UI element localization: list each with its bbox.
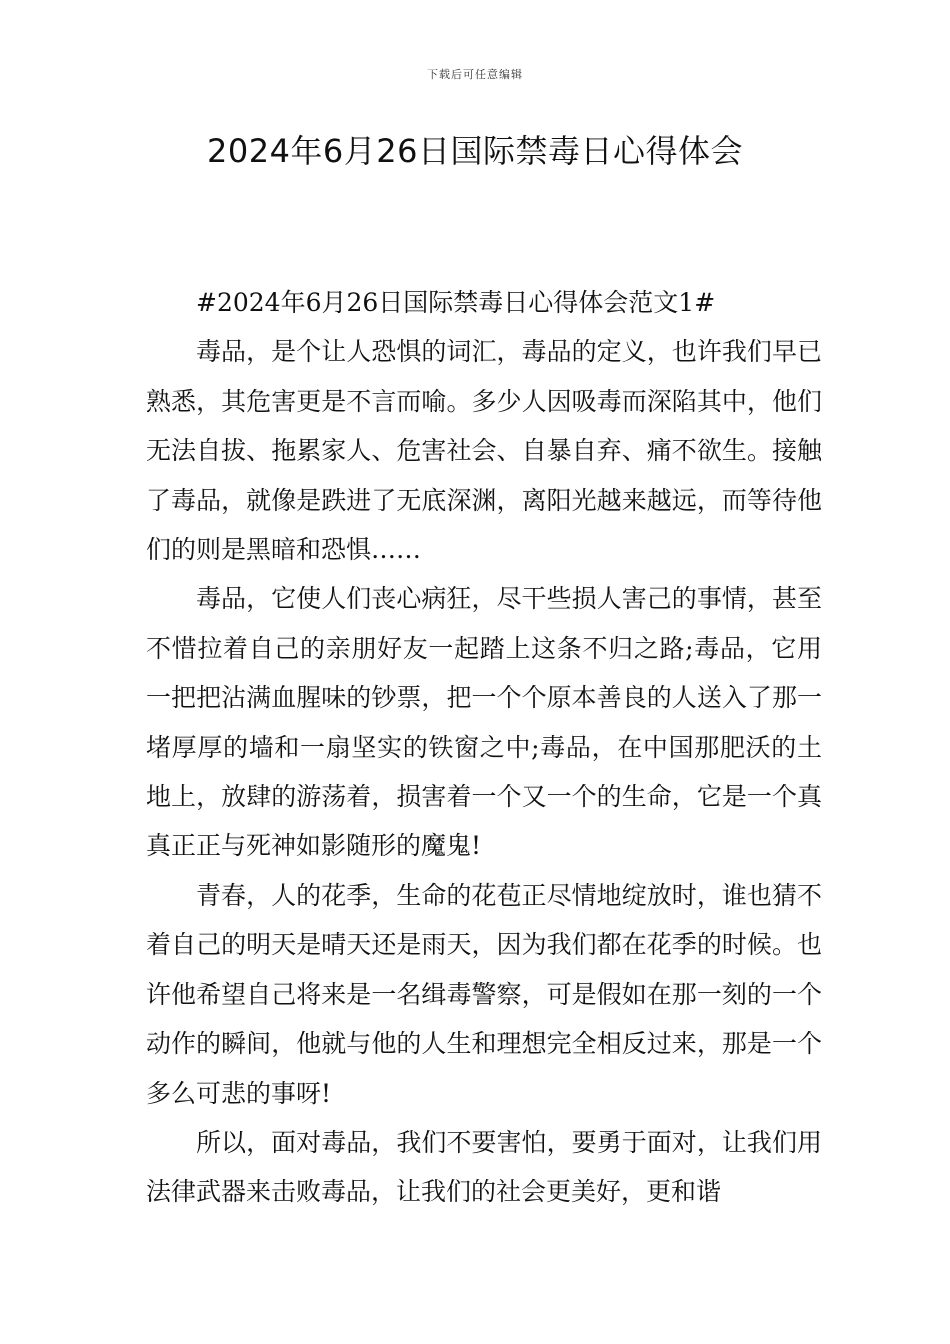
paragraph-3: 青春，人的花季，生命的花苞正尽情地绽放时，谁也猜不着自己的明天是晴天还是雨天，因为我们都在花季的时候。也许他希望自己将来是一名缉毒警察，可是假如在那一刻的一个动作的瞬间，他就与他的人生和理想完全相反过来，那是一个多么可悲的事呀!	[146, 880, 822, 1108]
paragraph-1: 毒品，是个让人恐惧的词汇，毒品的定义，也许我们早已熟悉，其危害更是不言而喻。多少人因吸毒而深陷其中，他们无法自拔、拖累家人、危害社会、自暴自弃、痛不欲生。接触了毒品，就像是跌进了无底深渊，离阳光越来越远，而等待他们的则是黑暗和恐惧……	[146, 337, 822, 565]
paragraph-4: 所以，面对毒品，我们不要害怕，要勇于面对，让我们用法律武器来击败毒品，让我们的社会更美好，更和谐	[146, 1127, 822, 1207]
paragraph-2: 毒品，它使人们丧心病狂，尽干些损人害己的事情，甚至不惜拉着自己的亲朋好友一起踏上这条不归之路;毒品，它用一把把沾满血腥味的钞票，把一个个原本善良的人送入了那一堵厚厚的墙和一扇坚实的铁窗之中;毒品，在中国那肥沃的土地上，放肆的游荡着，损害着一个又一个的生命，它是一个真真正正与死神如影随形的魔鬼!	[146, 584, 822, 861]
page-title: 2024年6月26日国际禁毒日心得体会	[206, 132, 744, 170]
header-note: 下载后可任意编辑	[427, 68, 523, 81]
section-subtitle: #2024年6月26日国际禁毒日心得体会范文1#	[196, 288, 716, 317]
document-body	[146, 278, 822, 1217]
